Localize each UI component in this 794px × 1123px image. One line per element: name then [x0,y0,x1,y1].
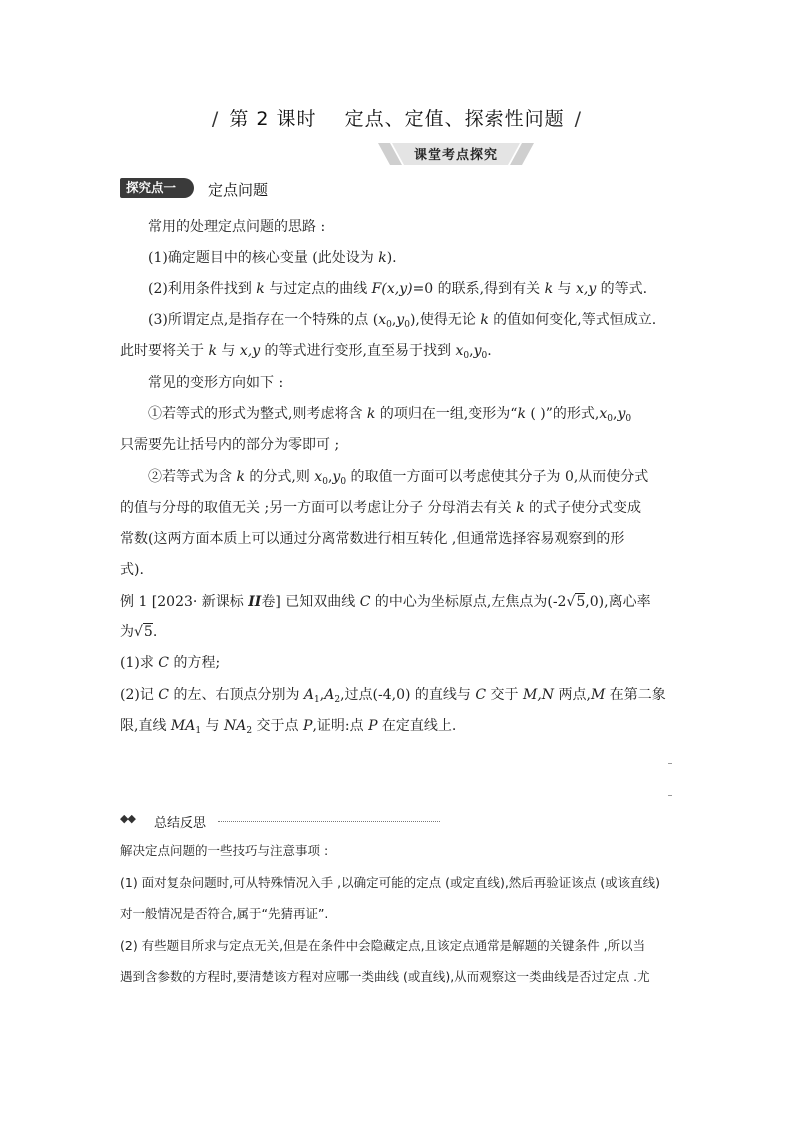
dotted-divider [218,821,440,822]
example-1-cont: 为√5. [120,624,158,640]
title-slash-left: / [211,108,220,130]
question-1: (1)求 C 的方程; [120,655,221,671]
banner-text: 课堂考点探究 [413,148,498,163]
margin-mark [668,795,672,796]
intro-line: 常用的处理定点问题的思路 : [148,219,326,235]
step-3: (3)所谓定点,是指存在一个特殊的点 $(x_0,y_0)$,使得无论 k 的值如何变化,等式恒成立. [148,312,657,330]
method-1-cont: 只需要先让括号内的部分为零即可 ; [120,437,340,453]
title-slash-right: / [574,108,583,130]
lesson-topic: 定点、定值、探索性问题 [344,108,565,130]
step-1: (1)确定题目中的核心变量 (此处设为 k). [148,250,397,266]
summary-line: 遇到含参数的方程时,要清楚该方程对应哪一类曲线 (或直线),从而观察这一类曲线是否过定点 .尤 [120,969,650,984]
summary-line: 解决定点问题的一些技巧与注意事项 : [120,843,329,858]
section-title: 定点问题 [208,181,269,199]
method-2: ②若等式为含 k 的分式,则 $x_0,y_0$ 的取值一方面可以考虑使其分子为 0,从而使分式 [148,469,649,487]
margin-mark [668,763,672,764]
lesson-label: 第 2 课时 [229,108,317,130]
method-2-line2: 的值与分母的取值无关 ;另一方面可以考虑让分子 分母消去有关 k 的式子使分式变成 [120,500,642,516]
step-3-cont: 此时要将关于 k 与 x,y 的等式进行变形,直至易于找到 $x_0,y_0$. [120,343,492,361]
question-2: (2)记 C 的左、右顶点分别为 $A_1,A_2$,过点(-4,0) 的直线与 C 交于 M,N 两点,M 在第二象 [120,687,666,705]
summary-line: (1) 面对复杂问题时,可从特殊情况入手 ,以确定可能的定点 (或定直线),然后再验证该点 (或该直线) [120,875,661,890]
summary-line: (2) 有些题目所求与定点无关,但是在条件中会隐藏定点,且该定点通常是解题的关键条件 ,所以当 [120,938,646,953]
summary-line: 对一般情况是否符合,属于“先猜再证”. [120,906,329,921]
example-1: 例 1 [2023· 新课标 II卷] 已知双曲线 C 的中心为坐标原点,左焦点为(-2√5,0),离心率 [120,594,651,610]
step-2: (2)利用条件找到 k 与过定点的曲线 F(x,y)=0 的联系,得到有关 k 与 x,y 的等式. [148,281,648,297]
method-1: ①若等式的形式为整式,则考虑将含 k 的项归在一组,变形为“k ( )”的形式$,x_0,y_0$ [148,406,632,424]
question-2-cont: 限,直线 $MA_1$ 与 $NA_2$ 交于点 P,证明:点 P 在定直线上. [120,718,457,736]
diamond-icon: ◆◆ [120,812,135,825]
section-badge: 探究点一 [120,178,194,198]
common-directions: 常见的变形方向如下 : [148,375,284,391]
method-2-line3: 常数(这两方面本质上可以通过分离常数进行相互转化 ,但通常选择容易观察到的形 [120,531,625,547]
summary-heading [120,812,450,832]
page-title [0,104,794,131]
method-2-line4: 式). [120,562,144,578]
section-banner [378,143,534,165]
summary-title: 总结反思 [154,816,207,831]
